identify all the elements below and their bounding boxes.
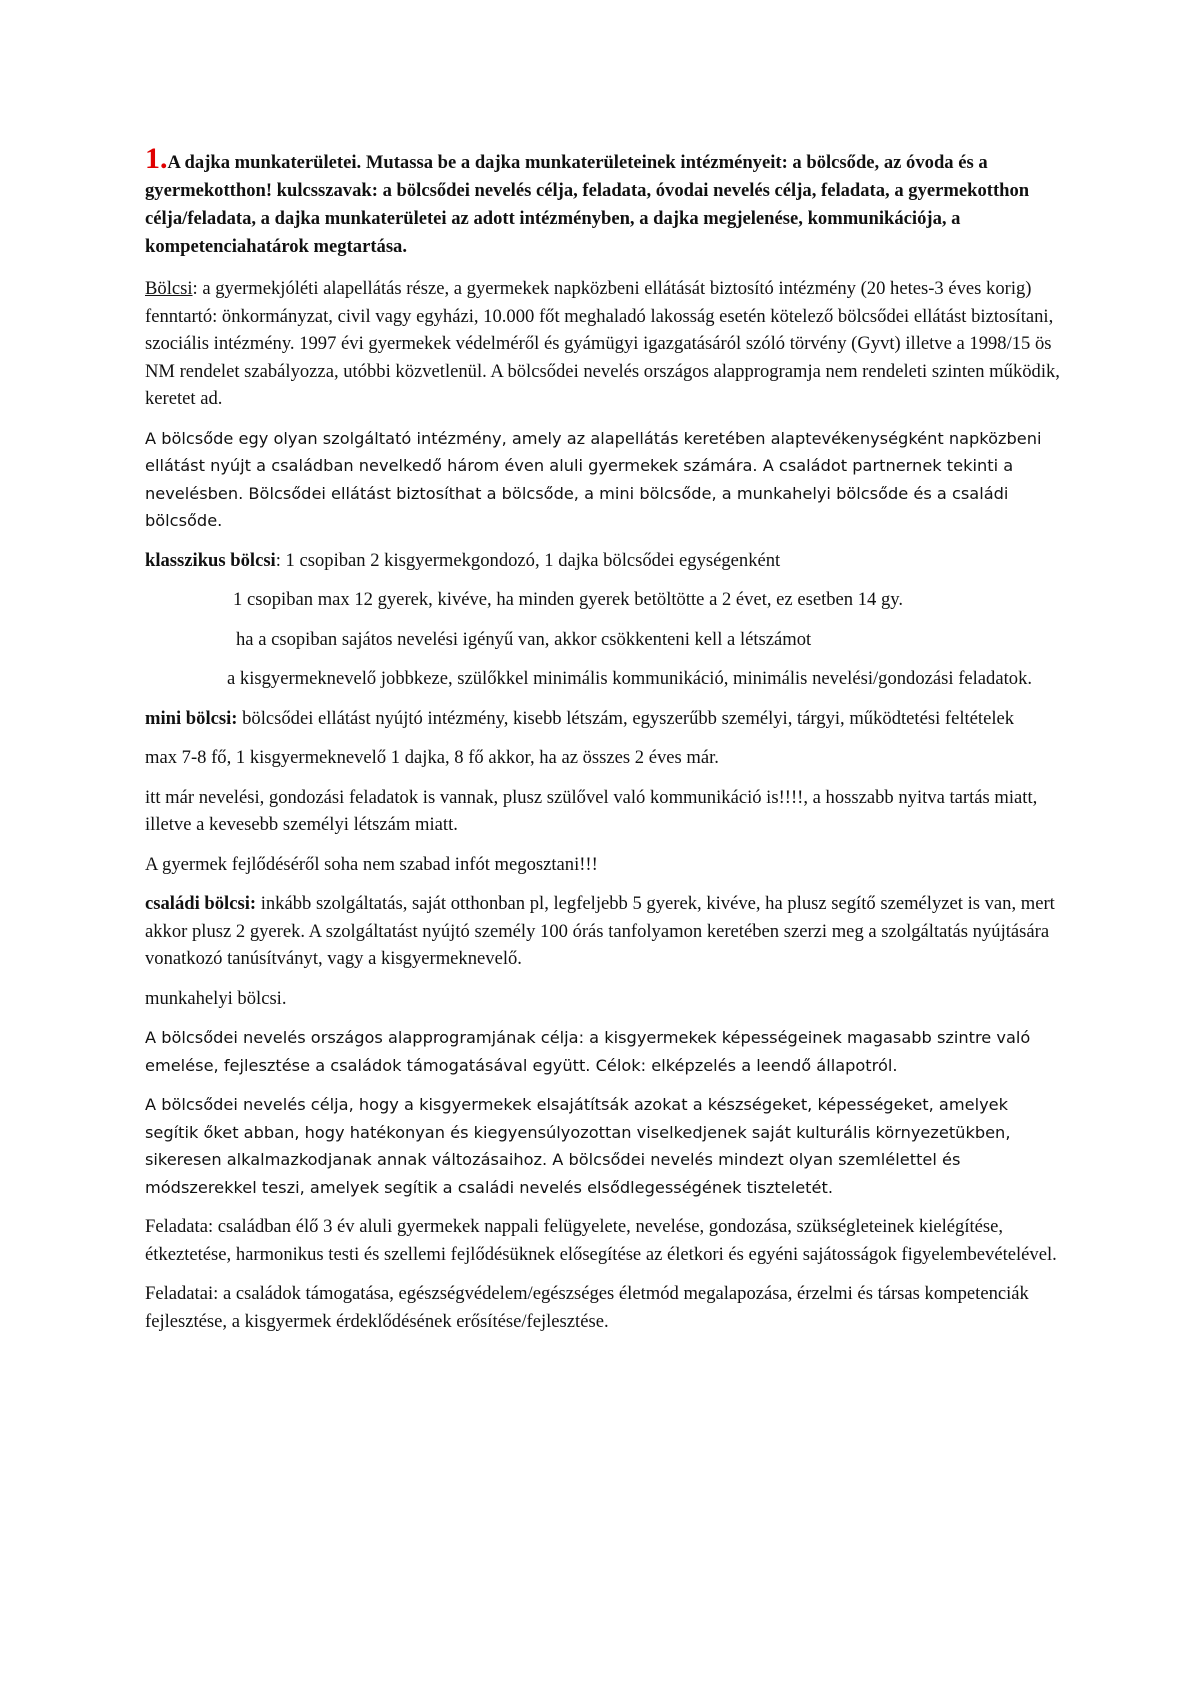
label-mini: mini bölcsi: (145, 707, 238, 729)
klasszikus-line-3: ha a csopiban sajátos nevelési igényű van, akkor csökkenteni kell a létszámot (236, 628, 812, 650)
mini-line-4: A gyermek fejlődéséről soha nem szabad infót megosztani!!! (145, 853, 598, 875)
heading-text: A dajka munkaterületei. Mutassa be a dajka munkaterületeinek intézményeit: a bölcsőde, az óvoda és a gyermekotthon! kulcsszavak: a bölcsődei nevelés célja, feladata, óvodai nevelés célja, feladata, a gyermekotthon célja/feladata, a dajka munkaterületei az adott intézményben, a dajka megjelenése, kommunikációja, a kompetenciahatárok megtartása. (145, 152, 1030, 257)
paragraph-alapprogram: A bölcsődei nevelés országos alapprogramjának célja: a kisgyermekek képességeinek magasabb szintre való emelése, fejlesztése a családok támogatásával együtt. Célok: elképzelés a leendő állapotról. (145, 1028, 1031, 1075)
paragraph-klasszikus (145, 547, 1060, 575)
paragraph-bolcsode-definition: A bölcsőde egy olyan szolgáltató intézmény, amely az alapellátás keretében alaptevékenységként napközbeni ellátást nyújt a családban nevelkedő három éven aluli gyermekek számára. A családot partnernek tekinti a nevelésben. Bölcsődei ellátást biztosíthat a bölcsőde, a mini bölcsőde, a munkahelyi bölcsőde és a családi bölcsőde. (145, 428, 1042, 530)
paragraph-csaladi (145, 890, 1060, 973)
section-heading (145, 142, 1060, 261)
text-csaladi: inkább szolgáltatás, saját otthonban pl, legfeljebb 5 gyerek, kivéve, ha plusz segítő személyzet is van, mert akkor plusz 2 gyerek. A szolgáltatást nyújtó személy 100 órás tanfolyamon keretében szerzi meg a szolgáltatás nyújtására vonatkozó tanúsítványt, vagy a kisgyermeknevelő. (145, 893, 1055, 969)
paragraph-feladata: Feladata: családban élő 3 év aluli gyermekek nappali felügyelete, nevelése, gondozása, szükségleteinek kielégítése, étkeztetése, harmonikus testi és szellemi fejlődésüknek elősegítése az életkori és egyéni sajátosságok figyelembevételével. (145, 1216, 1057, 1265)
label-csaladi: családi bölcsi: (145, 893, 257, 914)
text-klasszikus: : 1 csopiban 2 kisgyermekgondozó, 1 dajka bölcsődei egységenként (275, 549, 781, 571)
label-bolcsi: Bölcsi (145, 278, 193, 299)
heading-number: 1. (145, 142, 168, 175)
paragraph-munkahelyi: munkahelyi bölcsi. (145, 987, 287, 1009)
text-bolcsi: : a gyermekjóléti alapellátás része, a gyermekek napközbeni ellátását biztosító intézmény (20 hetes-3 éves korig) fenntartó: önkormányzat, civil vagy egyházi, 10.000 főt meghaladó lakosság esetén kötelező bölcsődei ellátást biztosítani, szociális intézmény. 1997 évi gyermekek védelméről és gyámügyi igazgatásáról szóló törvény (Gyvt) illetve a 1998/15 ös NM rendelet szabályozza, utóbbi közvetlenül. A bölcsődei nevelés országos alapprogramja nem rendeleti szinten működik, keretet ad. (145, 278, 1060, 409)
mini-line-3: itt már nevelési, gondozási feladatok is vannak, plusz szülővel való kommunikáció is!!!!, a hosszabb nyitva tartás miatt, illetve a kevesebb személyi létszám miatt. (145, 786, 1038, 835)
text-mini: bölcsődei ellátást nyújtó intézmény, kisebb létszám, egyszerűbb személyi, tárgyi, működtetési feltételek (237, 707, 1015, 729)
label-klasszikus: klasszikus bölcsi (145, 549, 276, 571)
mini-line-2: max 7-8 fő, 1 kisgyermeknevelő 1 dajka, 8 fő akkor, ha az összes 2 éves már. (145, 747, 719, 768)
paragraph-mini (145, 705, 1060, 733)
klasszikus-line-4: a kisgyermeknevelő jobbkeze, szülőkkel minimális kommunikáció, minimális nevelési/gondozási feladatok. (227, 668, 1033, 689)
document-body (145, 142, 1060, 1347)
paragraph-bolcsi (145, 275, 1060, 413)
paragraph-feladatai: Feladatai: a családok támogatása, egészségvédelem/egészséges életmód megalapozása, érzelmi és társas kompetenciák fejlesztése, a kisgyermek érdeklődésének erősítése/fejlesztése. (145, 1283, 1029, 1332)
klasszikus-line-2: 1 csopiban max 12 gyerek, kivéve, ha minden gyerek betöltötte a 2 évet, ez esetben 14 gy. (233, 589, 904, 610)
paragraph-celja: A bölcsődei nevelés célja, hogy a kisgyermekek elsajátítsák azokat a készségeket, képességeket, amelyek segítik őket abban, hogy hatékonyan és kiegyensúlyozottan viselkedjenek saját kulturális környezetükben, sikeresen alkalmazkodjanak annak változásaihoz. A bölcsődei nevelés mindezt olyan szemlélettel és módszerekkel teszi, amelyek segítik a családi nevelés elsődlegességének tiszteletét. (145, 1095, 1011, 1197)
